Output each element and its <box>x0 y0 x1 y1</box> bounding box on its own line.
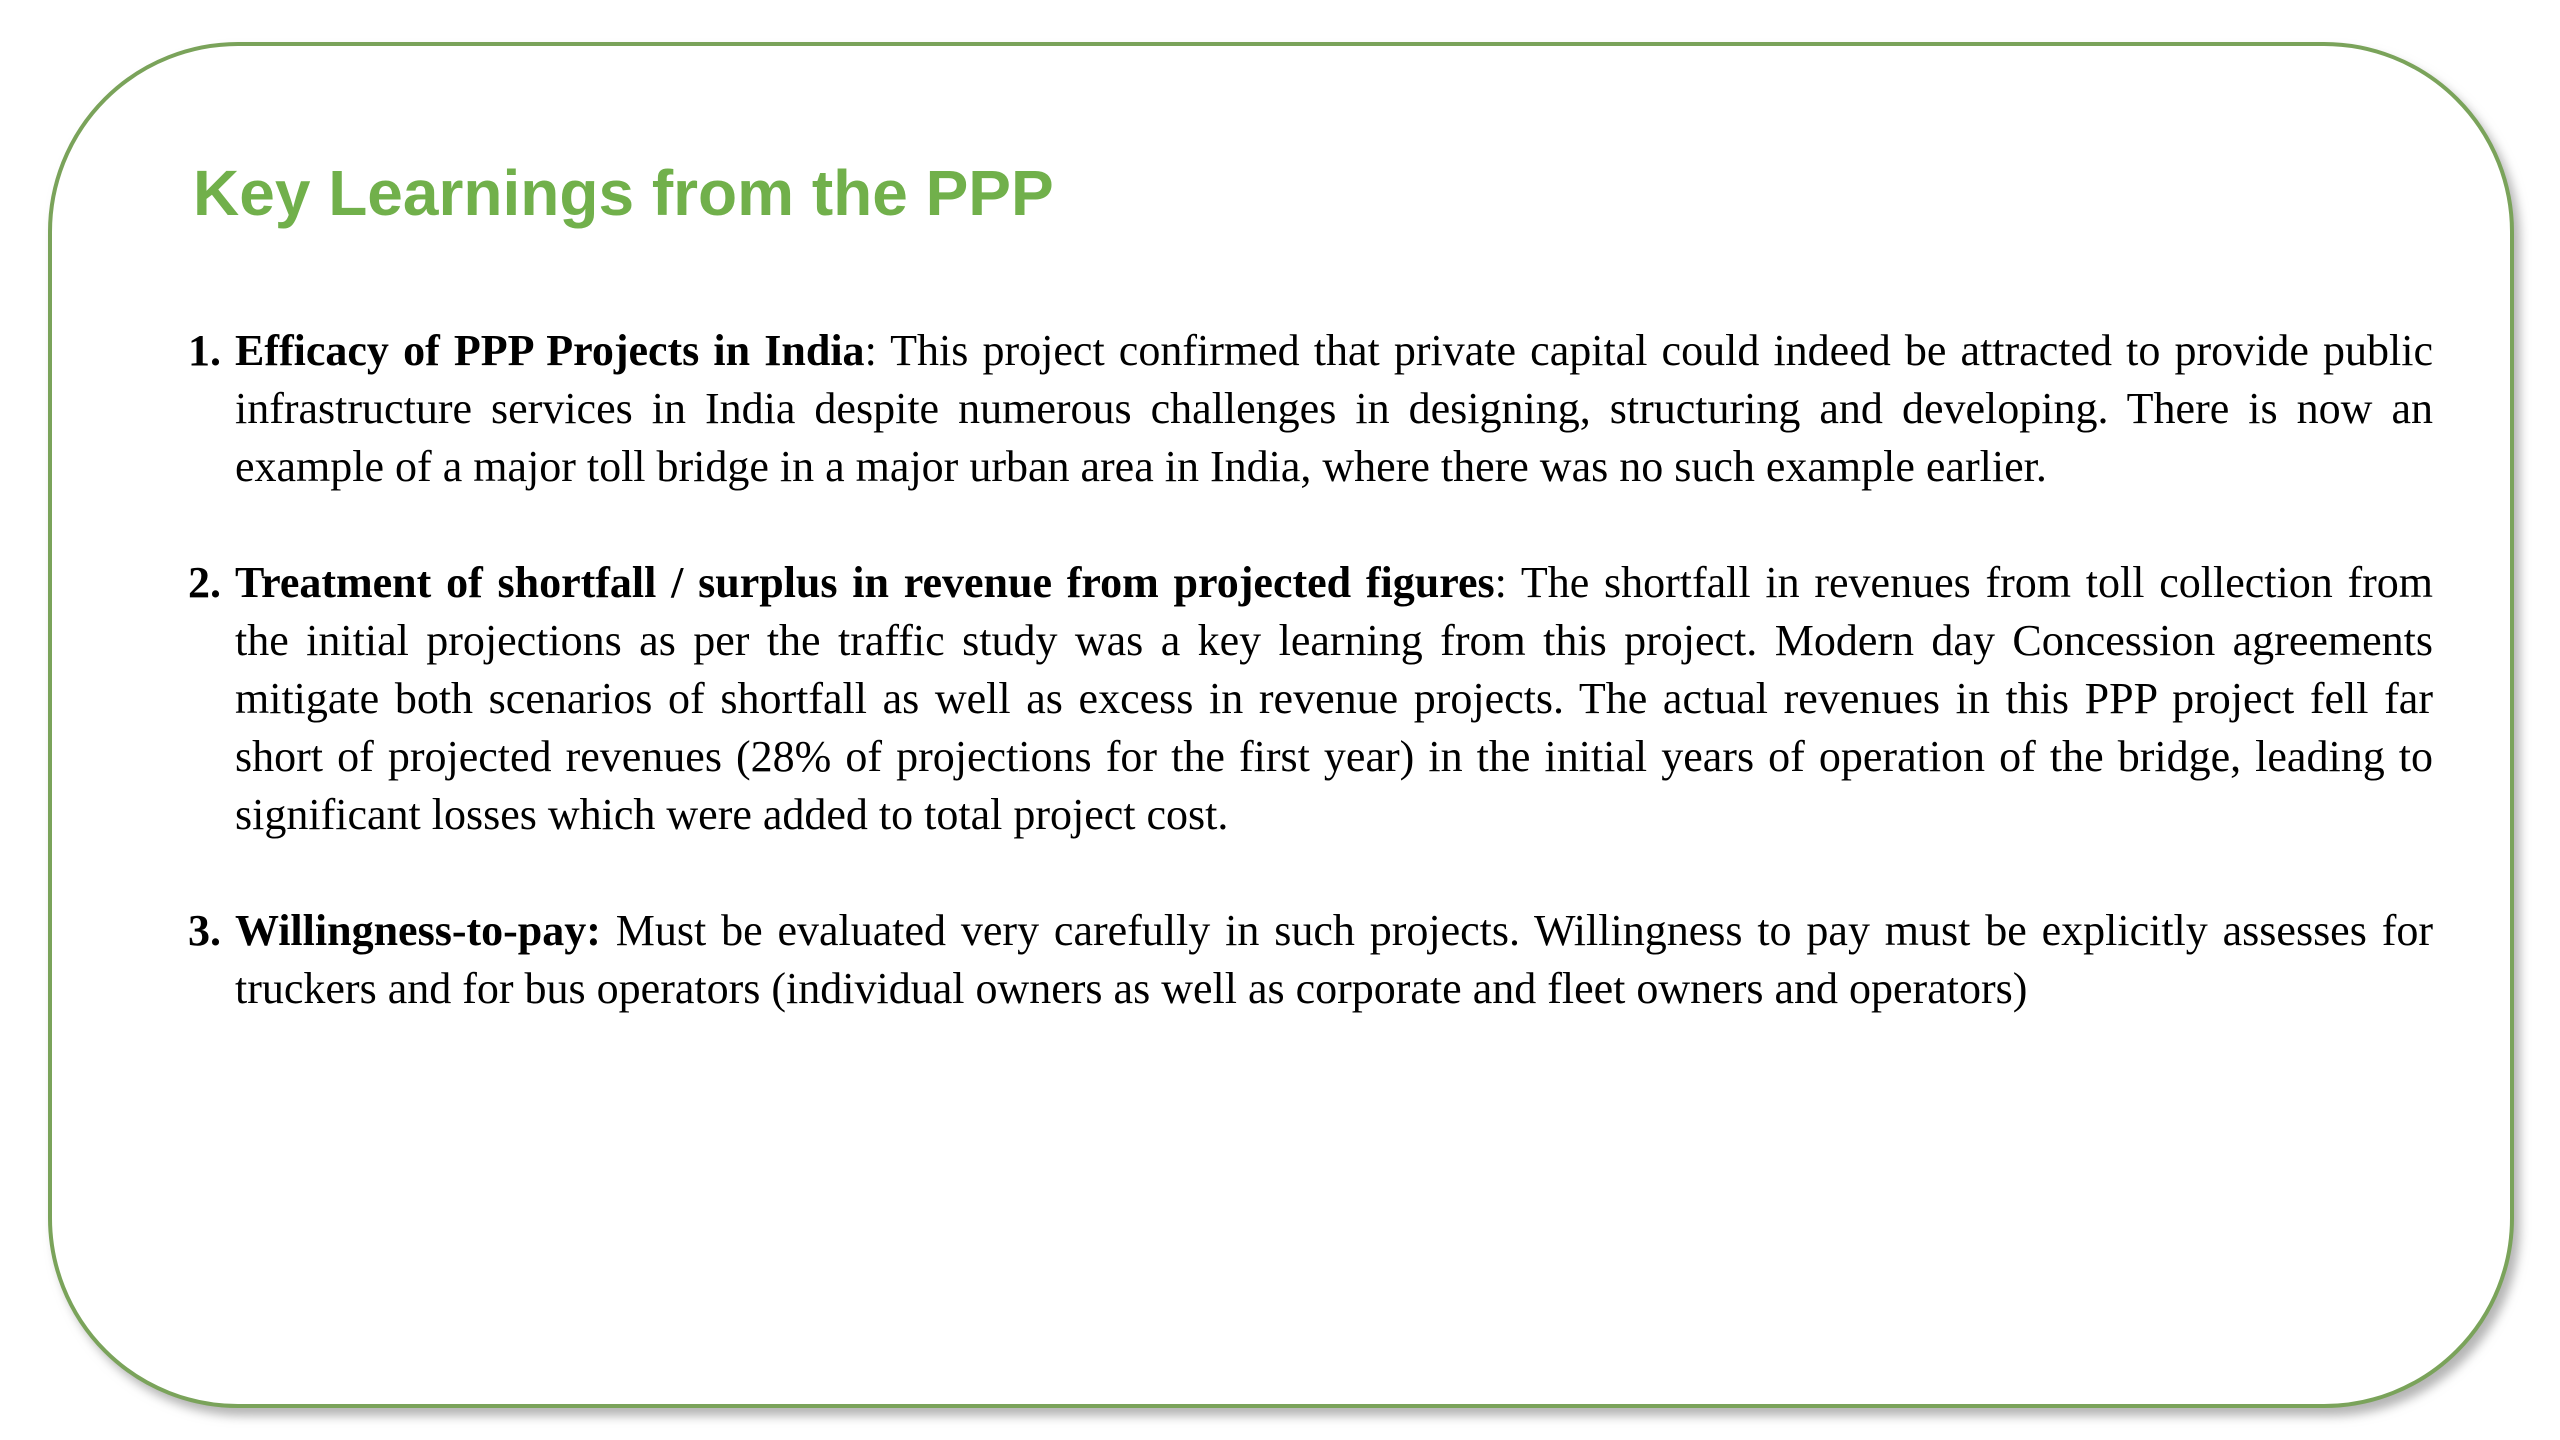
item-separator <box>601 906 616 955</box>
item-number: 1. <box>188 326 221 375</box>
item-heading: Treatment of shortfall / surplus in revenue from projected figures <box>235 558 1495 607</box>
learning-item-revenue-treatment <box>188 554 2433 844</box>
item-text: This project confirmed that private capital could indeed be attracted to provide public infrastructure services in India despite numerous challenges in designing, structuring and developing. There is now an example of a major toll bridge in a major urban area in India, where there was no such example earlier. <box>235 326 2434 491</box>
item-text: The shortfall in revenues from toll collection from the initial projections as per the traffic study was a key learning from this project. Modern day Concession agreements mitigate both scenarios of shortfall as well as excess in revenue projects. The actual revenues in this PPP project fell far short of projected revenues (28% of projections for the first year) in the initial years of operation of the bridge, leading to significant losses which were added to total project cost. <box>235 558 2433 839</box>
item-separator: : <box>864 326 891 375</box>
learning-item-efficacy <box>188 322 2433 496</box>
item-heading: Willingness-to-pay: <box>235 906 601 955</box>
item-text: Must be evaluated very carefully in such projects. Willingness to pay must be explicitly assesses for truckers and for bus operators (individual owners as well as corporate and fleet owners and operators) <box>235 906 2433 1013</box>
learning-item-willingness-to-pay <box>188 902 2433 1018</box>
learnings-list <box>188 322 2433 1018</box>
item-number: 2. <box>188 558 221 607</box>
item-heading: Efficacy of PPP Projects in India <box>235 326 865 375</box>
item-number: 3. <box>188 906 221 955</box>
item-separator: : <box>1494 558 1521 607</box>
slide-title: Key Learnings from the PPP <box>193 157 1054 229</box>
